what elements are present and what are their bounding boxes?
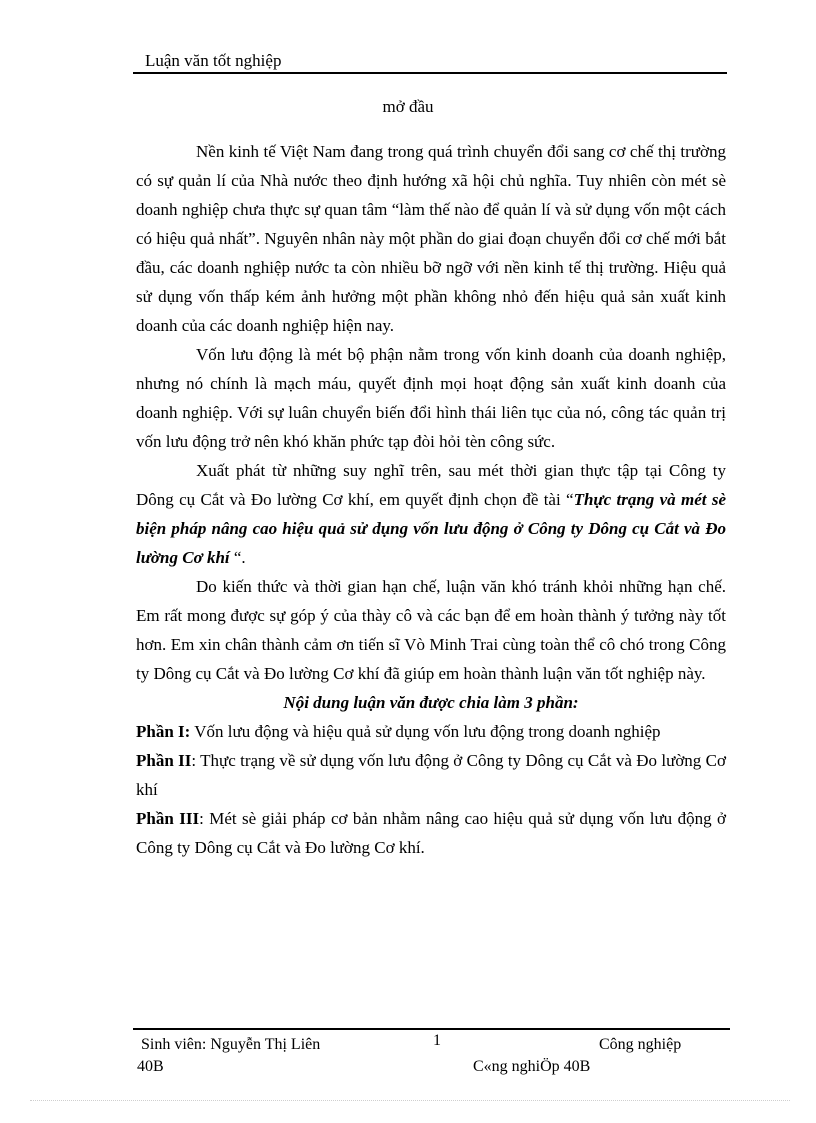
paragraph-3-lead: Xuất phát từ những suy nghĩ trên, sau mét thời gian thực tập tại Công ty Dông cụ Cắt và Đo lường Cơ khí, em quyết định chọn đề tài “ bbox=[136, 461, 726, 509]
thesis-title: Thực trạng và mét sè biện pháp nâng cao hiệu quả sử dụng vốn lưu động ở Công ty Dông cụ Cắt và Đo lường Cơ khí bbox=[136, 490, 727, 567]
footer-dept-garbled: C«ng nghiÖp 40B bbox=[473, 1058, 591, 1075]
section-heading: mở đầu bbox=[382, 97, 434, 116]
part-1-label: Phần I: bbox=[136, 722, 191, 741]
footer-class: 40B bbox=[137, 1058, 164, 1075]
outline-heading: Nội dung luận văn được chia làm 3 phần: bbox=[283, 693, 579, 712]
header-title: Luận văn tốt nghiệp bbox=[145, 51, 282, 70]
part-2-text: : Thực trạng về sử dụng vốn lưu động ở Công ty Dông cụ Cắt và Đo lường Cơ khí bbox=[136, 751, 726, 799]
part-2 bbox=[136, 746, 726, 804]
page-number: 1 bbox=[433, 1032, 441, 1049]
footer-student: Sinh viên: Nguyễn Thị Liên bbox=[141, 1036, 321, 1053]
paragraph-3 bbox=[136, 456, 726, 572]
paragraph-2: Vốn lưu động là mét bộ phận nằm trong vốn kinh doanh của doanh nghiệp, nhưng nó chính là mạch máu, quyết định mọi hoạt động sản xuất kinh doanh của doanh nghiệp. Với sự luân chuyển biến đổi hình thái liên tục của nó, công tác quản trị vốn lưu động trở nên khó khăn phức tạp đòi hỏi tèn công sức. bbox=[136, 345, 726, 451]
part-3 bbox=[136, 804, 726, 862]
paragraph-4: Do kiến thức và thời gian hạn chế, luận văn khó tránh khỏi những hạn chế. Em rất mong được sự góp ý của thày cô và các bạn để em hoàn thành ý tưởng này tốt hơn. Em xin chân thành cảm ơn tiến sĩ Vò Minh Trai cùng toàn thể cô chó trong Công ty Dông cụ Cắt và Đo lường Cơ khí đã giúp em hoàn thành luận văn tốt nghiệp này. bbox=[136, 577, 726, 683]
part-1-text: Vốn lưu động và hiệu quả sử dụng vốn lưu động trong doanh nghiệp bbox=[190, 722, 661, 741]
paragraph-1: Nền kinh tế Việt Nam đang trong quá trình chuyển đổi sang cơ chế thị trường có sự quản lí của Nhà nước theo định hướng xã hội chủ nghĩa. Tuy nhiên còn mét sè doanh nghiệp chưa thực sự quan tâm “làm thế nào để quản lí và sử dụng vốn một cách có hiệu quả nhất”. Nguyên nhân này một phần do giai đoạn chuyển đổi cơ chế mới bắt đầu, các doanh nghiệp nước ta còn nhiều bỡ ngỡ với nền kinh tế thị trường. Hiệu quả sử dụng vốn thấp kém ảnh hưởng một phần không nhỏ đến hiệu quả sản xuất kinh doanh của các doanh nghiệp hiện nay. bbox=[136, 142, 726, 335]
part-1 bbox=[136, 717, 726, 746]
paragraph-3-end: “. bbox=[229, 548, 246, 567]
body-text bbox=[136, 137, 726, 862]
page-header bbox=[133, 48, 727, 74]
page-footer bbox=[133, 1028, 730, 1080]
part-3-label: Phần III bbox=[136, 809, 200, 828]
footer-dept: Công nghiệp bbox=[599, 1036, 682, 1053]
part-3-text: : Mét sè giải pháp cơ bản nhằm nâng cao hiệu quả sử dụng vốn lưu động ở Công ty Dông cụ Cắt và Đo lường Cơ khí. bbox=[136, 809, 726, 857]
part-2-label: Phần II bbox=[136, 751, 192, 770]
page-edge-divider bbox=[30, 1100, 790, 1101]
